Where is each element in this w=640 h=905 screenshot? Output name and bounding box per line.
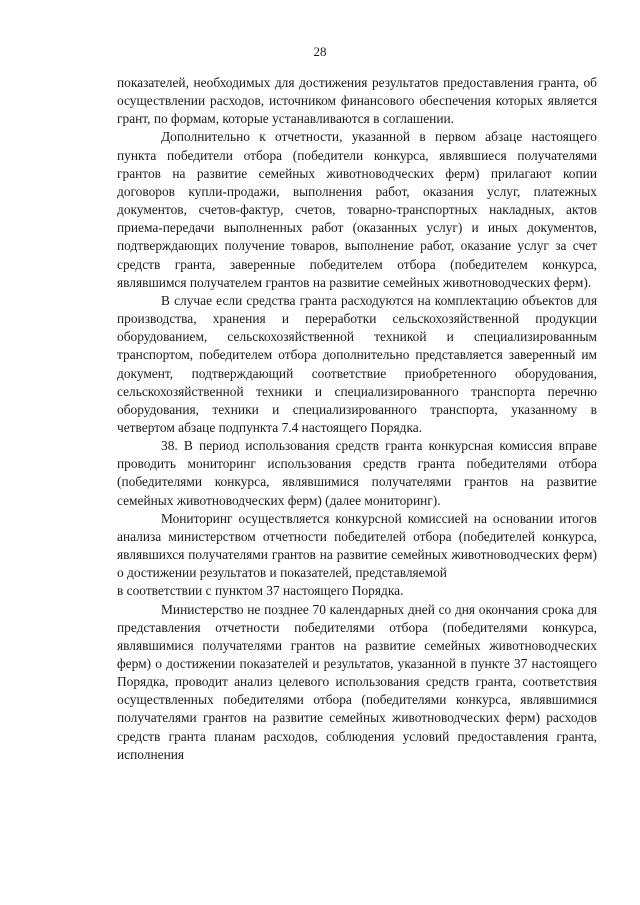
document-body [117,74,597,764]
paragraph-monitoring: Мониторинг осуществляется конкурсной комиссией на основании итогов анализа министерством отчетности победителей отбора (победителей конкурса, являвшихся получателями грантов на развитие семейных животноводческих ферм) о достижении результатов и показателей, представляемой [117,510,597,581]
page-number: 28 [313,44,327,59]
paragraph-continuation: показателей, необходимых для достижения результатов предоставления гранта, об осуществлении расходов, источником финансового обеспечения которых является грант, по формам, которые устанавливаются в соглашении. [117,75,597,127]
paragraph-item-38: 38. В период использования средств гранта конкурсная комиссия вправе проводить мониторинг использования средств гранта победителями отбора (победителями конкурса, являвшимися получателями грантов на развитие семейных животноводческих ферм) (далее мониторинг). [117,438,597,508]
paragraph-additional-reports: Дополнительно к отчетности, указанной в первом абзаце настоящего пункта победители отбора (победители конкурса, являвшиеся получателями грантов на развитие семейных животноводческих ферм) прилагают копии договоров купли-продажи, выполнения работ, оказания услуг, платежных документов, счетов-фактур, счетов, товарно-транспортных накладных, актов приема-передачи выполненных работ (оказанных услуг) и иных документов, подтверждающих получение товаров, выполнение работ, оказание услуг за счет средств гранта, заверенные победителем отбора (победителем конкурса, являвшимся получателем грантов на развитие семейных животноводческих ферм). [117,129,597,290]
paragraph-monitoring-tail: в соответствии с пунктом 37 настоящего Порядка. [117,583,404,599]
paragraph-equipment: В случае если средства гранта расходуются на комплектацию объектов для производства, хранения и переработки сельскохозяйственной продукции оборудованием, сельскохозяйственной техникой и специализированным транспортом, победителем отбора дополнительно представляется заверенный им документ, подтверждающий соответствие приобретенного оборудования, сельскохозяйственной техники и специализированного транспорта перечню оборудования, техники и специализированного транспорта, указанному в четвертом абзаце подпункта 7.4 настоящего Порядка. [117,292,597,435]
paragraph-ministry-analysis: Министерство не позднее 70 календарных дней со дня окончания срока для представления отчетности победителями отбора (победителями конкурса, являвшимися получателями грантов на развитие семейных животноводческих ферм) о достижении показателей и результатов, указанной в пункте 37 настоящего Порядка, проводит анализ целевого использования средств гранта, соответствия осуществленных победителями отбора (победителями конкурса, являвшимися получателями грантов на развитие семейных животноводческих ферм) расходов средств гранта планам расходов, соблюдения условий предоставления гранта, исполнения [117,601,597,762]
